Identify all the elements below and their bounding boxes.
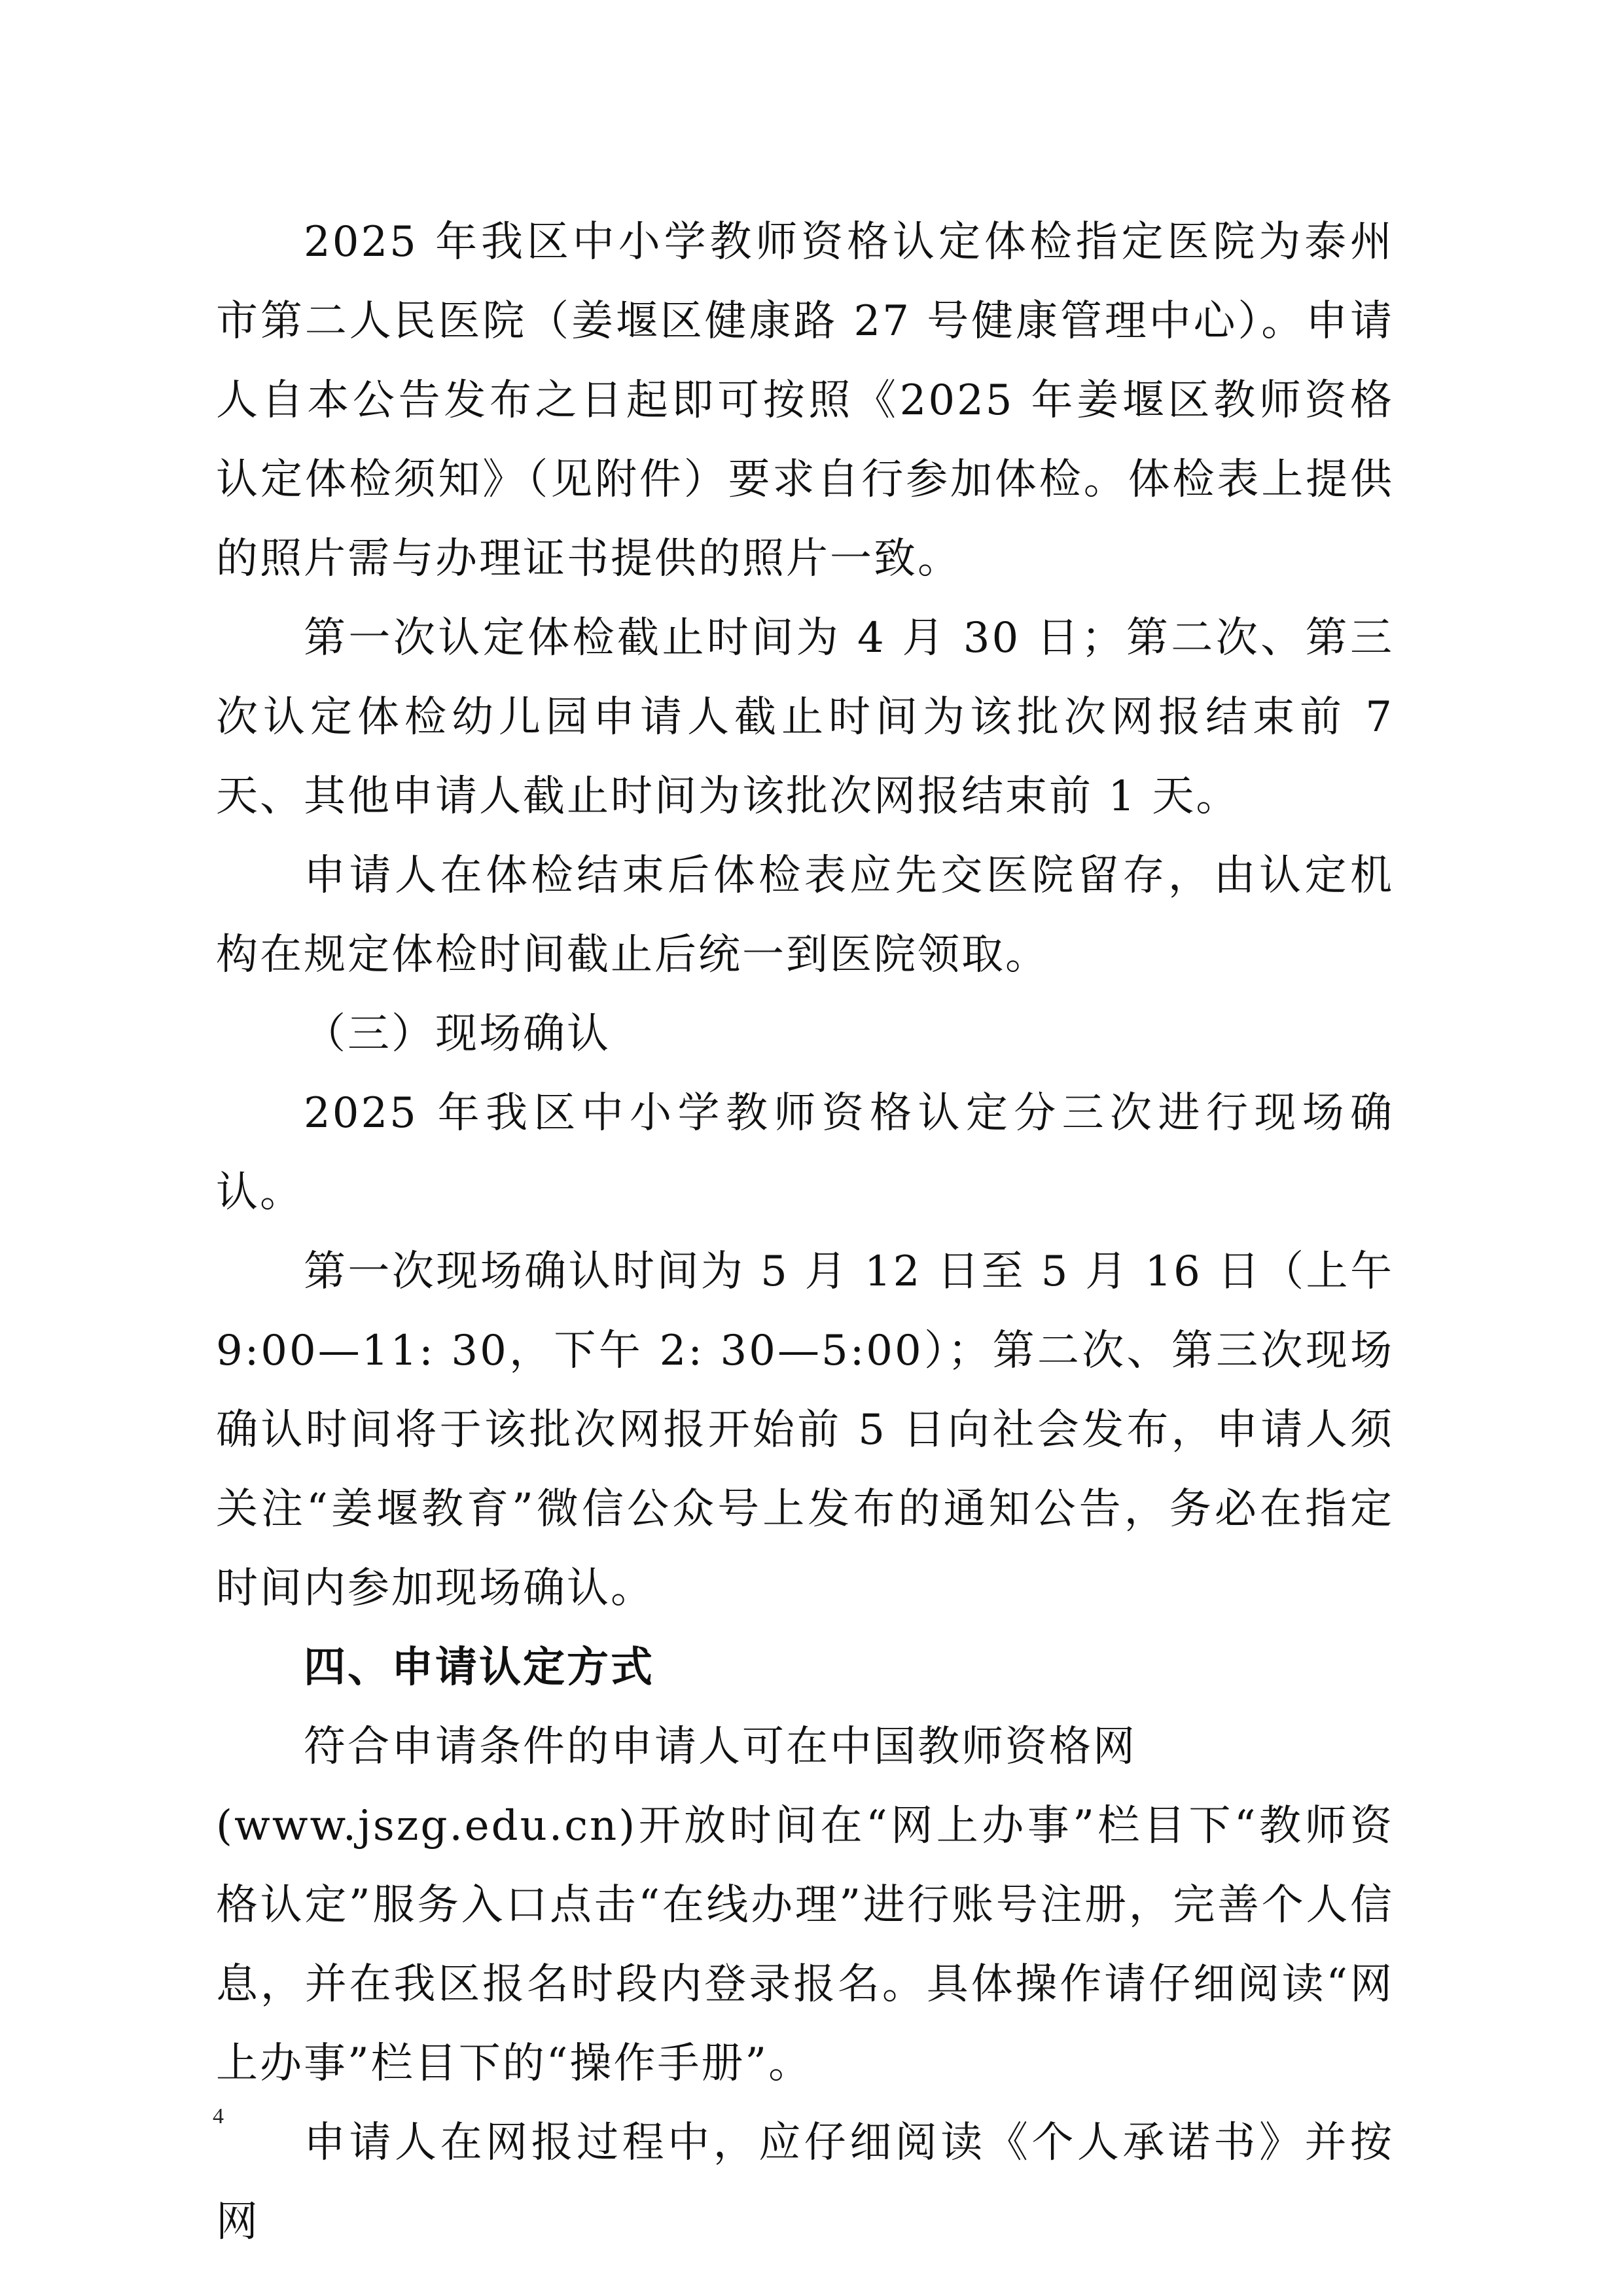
paragraph-exam-deadlines: 第一次认定体检截止时间为 4 月 30 日；第二次、第三次认定体检幼儿园申请人截止时间为该批次网报结束前 7 天、其他申请人截止时间为该批次网报结束前 1 天。 [216,614,1394,821]
section-heading-onsite-confirmation: （三）现场确认 [304,1010,611,1058]
paragraph-physical-exam-hospital: 2025 年我区中小学教师资格认定体检指定医院为泰州市第二人民医院（姜堰区健康路 27 号健康管理中心）。申请人自本公告发布之日起即可按照《2025 年姜堰区教师资格认定体检须知》（见附件）要求自行参加体检。体检表上提供的照片需与办理证书提供的照片一致。 [216,218,1394,583]
paragraph-confirmation-rounds: 2025 年我区中小学教师资格认定分三次进行现场确认。 [216,1089,1394,1217]
document-body [216,203,1394,2262]
paragraph-commitment-letter: 申请人在网报过程中，应仔细阅读《个人承诺书》并按网 [216,2119,1394,2246]
paragraph-exam-form-collection: 申请人在体检结束后体检表应先交医院留存，由认定机构在规定体检时间截止后统一到医院领取。 [216,852,1394,979]
paragraph-confirmation-times: 第一次现场确认时间为 5 月 12 日至 5 月 16 日（上午 9:00—11: 30，下午 2: 30—5:00）；第二次、第三次现场确认时间将于该批次网报开始前 5 日向社会发布，申请人须关注“姜堰教育”微信公众号上发布的通知公告，务必在指定时间内参加现场确认。 [216,1247,1394,1613]
section-heading-application-method: 四、申请认定方式 [304,1643,654,1692]
page-number: 4 [213,2104,224,2128]
paragraph-eligible-applicants: 符合申请条件的申请人可在中国教师资格网 [304,1723,1137,1771]
paragraph-online-registration: (www.jszg.edu.cn)开放时间在“网上办事”栏目下“教师资格认定”服务入口点击“在线办理”进行账号注册，完善个人信息，并在我区报名时段内登录报名。具体操作请仔细阅读“网上办事”栏目下的“操作手册”。 [216,1802,1394,2088]
